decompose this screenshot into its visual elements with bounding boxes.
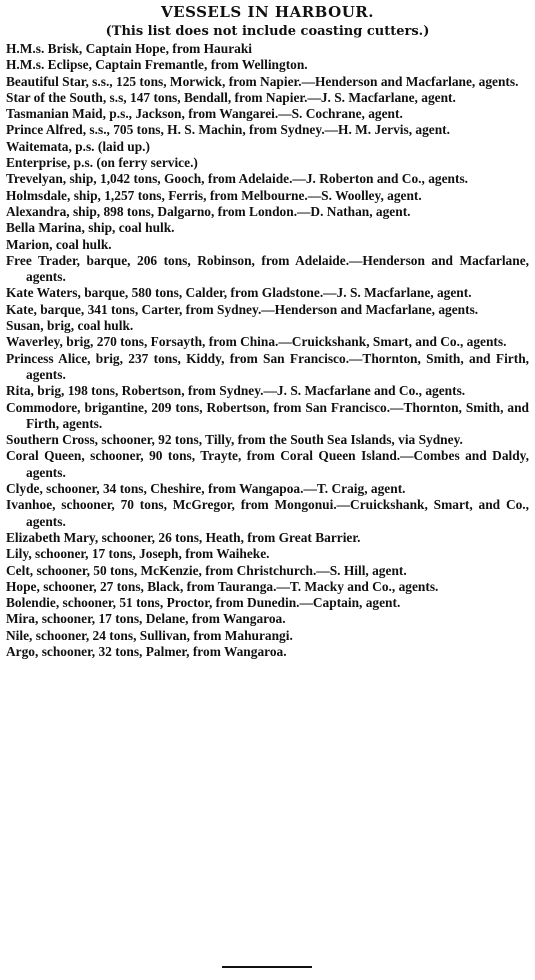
vessel-entry: Clyde, schooner, 34 tons, Cheshire, from Wangapoa.—T. Craig, agent. [6,481,406,497]
vessel-entry: Bolendie, schooner, 51 tons, Proctor, from Dunedin.—Captain, agent. [6,595,401,611]
vessel-list [6,41,529,660]
vessel-entry: Princess Alice, brig, 237 tons, Kiddy, from San Francisco.—Thornton, Smith, and Firth, agents. [6,350,529,382]
vessel-entry: Mira, schooner, 17 tons, Delane, from Wangaroa. [6,611,286,627]
vessel-entry: Waverley, brig, 270 tons, Forsayth, from China.—Cruickshank, Smart, and Co., agents. [6,334,507,350]
vessel-entry: Coral Queen, schooner, 90 tons, Trayte, from Coral Queen Island.—Combes and Daldy, agents. [6,448,529,480]
vessel-entry: Susan, brig, coal hulk. [6,318,134,334]
vessel-entry: Argo, schooner, 32 tons, Palmer, from Wangaroa. [6,643,287,659]
vessel-entry: Star of the South, s.s, 147 tons, Bendall, from Napier.—J. S. Macfarlane, agent. [6,89,456,105]
vessel-entry: Celt, schooner, 50 tons, McKenzie, from Christchurch.—S. Hill, agent. [6,562,407,578]
column-title: VESSELS IN HARBOUR. [161,3,374,21]
vessel-entry: Commodore, brigantine, 209 tons, Robertson, from San Francisco.—Thornton, Smith, and Firth, agents. [6,399,529,431]
vessel-entry: Nile, schooner, 24 tons, Sullivan, from Mahurangi. [6,627,293,643]
vessel-entry: Enterprise, p.s. (on ferry service.) [6,155,198,171]
vessel-entry: Holmsdale, ship, 1,257 tons, Ferris, from Melbourne.—S. Woolley, agent. [6,187,422,203]
vessel-entry: Southern Cross, schooner, 92 tons, Tilly, from the South Sea Islands, via Sydney. [6,432,463,448]
vessel-entry: Trevelyan, ship, 1,042 tons, Gooch, from Adelaide.—J. Roberton and Co., agents. [6,171,469,187]
vessel-entry: H.M.s. Eclipse, Captain Fremantle, from Wellington. [6,57,308,73]
column-note: (This list does not include coasting cutters.) [105,24,430,39]
vessel-entry: Kate Waters, barque, 580 tons, Calder, from Gladstone.—J. S. Macfarlane, agent. [6,285,472,301]
vessel-entry: Hope, schooner, 27 tons, Black, from Tauranga.—T. Macky and Co., agents. [6,578,439,594]
vessel-entry: Prince Alfred, s.s., 705 tons, H. S. Machin, from Sydney.—H. M. Jervis, agent. [6,122,450,138]
vessel-entry: Free Trader, barque, 206 tons, Robinson, from Adelaide.—Henderson and Macfarlane, agents. [6,252,529,285]
vessel-entry: Marion, coal hulk. [6,236,112,252]
closing-rule [222,966,312,968]
vessel-entry: Elizabeth Mary, schooner, 26 tons, Heath, from Great Barrier. [6,529,361,545]
vessel-entry: Rita, brig, 198 tons, Robertson, from Sydney.—J. S. Macfarlane and Co., agents. [6,383,466,399]
vessel-entry: Beautiful Star, s.s., 125 tons, Morwick, from Napier.—Henderson and Macfarlane, agents. [6,73,519,89]
vessel-entry: Tasmanian Maid, p.s., Jackson, from Wangarei.—S. Cochrane, agent. [6,106,403,122]
vessel-entry: Waitemata, p.s. (laid up.) [6,138,150,154]
vessel-entry: Lily, schooner, 17 tons, Joseph, from Waiheke. [6,546,270,562]
vessel-entry: Bella Marina, ship, coal hulk. [6,220,175,236]
vessel-entry: Alexandra, ship, 898 tons, Dalgarno, from London.—D. Nathan, agent. [6,203,411,219]
vessel-entry: H.M.s. Brisk, Captain Hope, from Hauraki [6,41,253,56]
vessel-entry: Kate, barque, 341 tons, Carter, from Sydney.—Henderson and Macfarlane, agents. [6,301,479,317]
vessel-entry: Ivanhoe, schooner, 70 tons, McGregor, from Mongonui.—Cruickshank, Smart, and Co., agents. [6,497,529,529]
